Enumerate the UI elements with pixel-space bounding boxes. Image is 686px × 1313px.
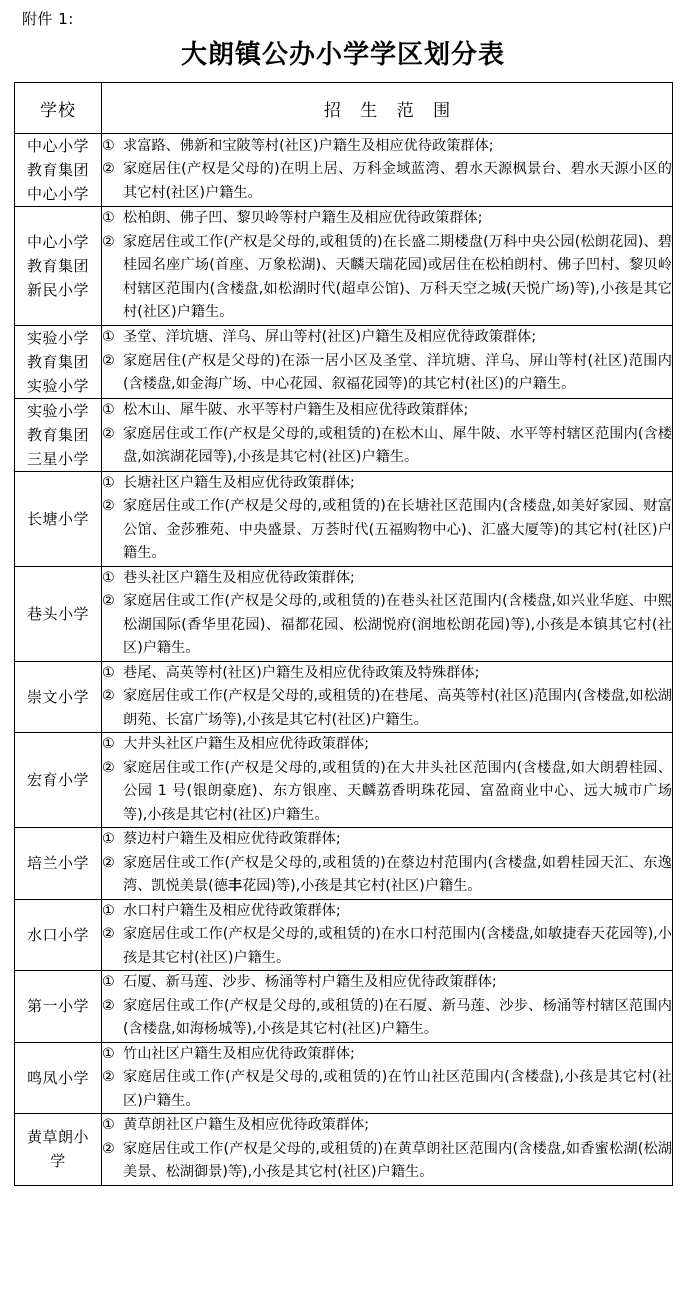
school-name-cell <box>15 828 102 900</box>
school-name-line: 长塘小学 <box>26 509 89 528</box>
scope-item-text: 巷头社区户籍生及相应优待政策群体; <box>123 569 355 586</box>
scope-item <box>102 995 672 1042</box>
scope-item-marker: ② <box>102 161 115 178</box>
table-row <box>15 471 673 566</box>
scope-item <box>102 971 672 995</box>
school-name-line: 中心小学 <box>26 137 89 155</box>
scope-item-marker: ② <box>102 759 115 776</box>
scope-item <box>102 900 672 924</box>
enrollment-scope-cell <box>102 566 673 661</box>
school-name-line: 宏育小学 <box>26 771 89 789</box>
enrollment-scope-cell <box>102 828 673 900</box>
scope-item <box>102 399 672 423</box>
school-name-cell <box>15 1114 102 1186</box>
school-name-cell <box>15 899 102 971</box>
scope-item-marker: ② <box>102 997 115 1014</box>
school-name-line: 教育集团 <box>26 256 89 275</box>
scope-item-text: 家庭居住或工作(产权是父母的,或租赁的)在蔡边村范围内(含楼盘,如碧桂园天汇、东逸湾、凯悦美景(德丰花园)等),小孩是其它村(社区)户籍生。 <box>123 854 672 894</box>
scope-item-marker: ① <box>102 974 115 990</box>
scope-item <box>102 135 672 159</box>
school-name-line: 教育集团 <box>26 161 89 179</box>
school-name-line: 培兰小学 <box>26 854 89 873</box>
scope-item <box>102 231 672 325</box>
school-name-line: 学 <box>50 1152 66 1171</box>
column-header-scope: 招 生 范 围 <box>102 83 673 134</box>
scope-item-marker: ① <box>102 831 115 847</box>
school-name-line: 教育集团 <box>26 352 89 371</box>
scope-item <box>102 207 672 231</box>
table-row <box>15 828 673 900</box>
page-title: 大朗镇公办小学学区划分表 <box>180 40 505 70</box>
school-name-cell <box>15 134 102 207</box>
scope-item-text: 家庭居住或工作(产权是父母的,或租赁的)在大井头社区范围内(含楼盘,如大朗碧桂园、公园 1 号(银朗豪庭)、东方银座、天麟荔香明珠花园、富盈商业中心、远大城市广场等),小孩是其它村(社区)户籍生。 <box>123 759 672 823</box>
scope-item <box>102 326 672 350</box>
school-name-cell <box>15 733 102 828</box>
scope-item-text: 家庭居住或工作(产权是父母的,或租赁的)在黄草朗社区范围内(含楼盘,如香蜜松湖(松湖美景、松湖御景)等),小孩是其它村(社区)户籍生。 <box>123 1140 672 1180</box>
school-name-line: 新民小学 <box>26 280 89 299</box>
enrollment-scope-cell <box>102 1114 673 1186</box>
scope-item <box>102 828 672 852</box>
scope-item <box>102 590 672 661</box>
scope-item-marker: ② <box>102 688 115 704</box>
enrollment-scope-cell <box>102 134 673 207</box>
scope-item-text: 家庭居住或工作(产权是父母的,或租赁的)在长盛二期楼盘(万科中央公园(松朗花园)、碧桂园名座广场(首座、万象松湖)、天麟天瑞花园)或居住在松柏朗村、佛子凹村、黎贝岭村辖区范围内(含楼盘,如松湖时代(超卓公馆)、万科天空之城(天悦广场)等),小孩是其它村(社区)户籍生。 <box>123 233 672 320</box>
scope-item-text: 家庭居住(产权是父母的)在添一居小区及圣堂、洋坑塘、洋乌、屏山等村(社区)范围内(含楼盘,如金海广场、中心花园、叙福花园等)的其它村(社区)的户籍生。 <box>123 352 672 393</box>
school-name-line: 三星小学 <box>26 449 89 468</box>
scope-item-marker: ② <box>102 854 115 871</box>
scope-item-text: 家庭居住或工作(产权是父母的,或租赁的)在巷尾、高英等村(社区)范围内(含楼盘,如松湖朗苑、长富广场等),小孩是其它村(社区)户籍生。 <box>123 688 672 728</box>
scope-item-text: 求富路、佛新和宝陂等村(社区)户籍生及相应优待政策群体; <box>123 137 494 154</box>
scope-item-marker: ① <box>102 210 115 226</box>
enrollment-scope-cell <box>102 325 673 398</box>
scope-item-text: 蔡边村户籍生及相应优待政策群体; <box>123 831 341 847</box>
school-name-line: 水口小学 <box>26 925 89 944</box>
school-name-line: 实验小学 <box>26 401 89 420</box>
scope-item-marker: ① <box>102 569 115 586</box>
scope-item-marker: ① <box>102 736 115 752</box>
table-row <box>15 325 673 398</box>
scope-item-text: 巷尾、高英等村(社区)户籍生及相应优待政策及特殊群体; <box>123 664 480 681</box>
enrollment-scope-cell <box>102 733 673 828</box>
school-name-line: 中心小学 <box>26 185 89 203</box>
scope-item <box>102 158 672 205</box>
scope-item-text: 圣堂、洋坑塘、洋乌、屏山等村(社区)户籍生及相应优待政策群体; <box>123 329 537 346</box>
scope-item-marker: ① <box>102 664 115 681</box>
scope-item-marker: ② <box>102 425 115 442</box>
scope-item <box>102 1114 672 1138</box>
school-name-line: 教育集团 <box>26 425 89 444</box>
scope-item-text: 家庭居住(产权是父母的)在明上居、万科金域蓝湾、碧水天源枫景台、碧水天源小区的其它村(社区)户籍生。 <box>123 161 672 201</box>
enrollment-scope-cell <box>102 471 673 566</box>
scope-item <box>102 495 672 566</box>
scope-item <box>102 685 672 732</box>
school-name-cell <box>15 1042 102 1114</box>
table-row <box>15 134 673 207</box>
school-name-cell <box>15 325 102 398</box>
scope-item <box>102 1043 672 1067</box>
table-row <box>15 661 673 733</box>
table-row <box>15 1042 673 1114</box>
school-zone-table <box>14 82 673 1186</box>
scope-item-marker: ② <box>102 498 115 514</box>
scope-item-text: 松柏朗、佛子凹、黎贝岭等村户籍生及相应优待政策群体; <box>123 210 483 226</box>
scope-item-text: 黄草朗社区户籍生及相应优待政策群体; <box>123 1117 369 1133</box>
scope-item-text: 家庭居住或工作(产权是父母的,或租赁的)在长塘社区范围内(含楼盘,如美好家园、财富公馆、金莎雅苑、中央盛景、万荟时代(五福购物中心)、汇盛大厦等)的其它村(社区)户籍生。 <box>123 498 672 561</box>
scope-item-text: 家庭居住或工作(产权是父母的,或租赁的)在巷头社区范围内(含楼盘,如兴业华庭、中熙松湖国际(香华里花园)、福都花园、松湖悦府(润地松朗花园)等),小孩是本镇其它村(社区)户籍生。 <box>123 593 672 656</box>
table-row <box>15 899 673 971</box>
scope-item <box>102 423 672 470</box>
scope-item <box>102 923 672 970</box>
attachment-label: 附件 1: <box>22 10 74 28</box>
scope-item-marker: ① <box>102 474 115 491</box>
scope-item <box>102 567 672 591</box>
table-row <box>15 566 673 661</box>
scope-item-marker: ② <box>102 593 115 609</box>
scope-item-marker: ① <box>102 1045 115 1062</box>
table-body <box>15 134 673 1186</box>
scope-item-text: 石厦、新马莲、沙步、杨涌等村户籍生及相应优待政策群体; <box>123 974 497 990</box>
scope-item <box>102 350 672 397</box>
scope-item <box>102 662 672 686</box>
school-name-line: 黄草朗小 <box>26 1128 89 1147</box>
scope-item-marker: ② <box>102 352 115 369</box>
scope-item-text: 家庭居住或工作(产权是父母的,或租赁的)在石厦、新马莲、沙步、杨涌等村辖区范围内(含楼盘,如海杨城等),小孩是其它村(社区)户籍生。 <box>123 997 672 1037</box>
scope-item <box>102 1066 672 1113</box>
scope-item-marker: ① <box>102 902 115 919</box>
school-name-line: 中心小学 <box>26 232 89 251</box>
enrollment-scope-cell <box>102 1042 673 1114</box>
scope-item <box>102 852 672 899</box>
enrollment-scope-cell <box>102 398 673 471</box>
table-row <box>15 207 673 326</box>
scope-item-text: 家庭居住或工作(产权是父母的,或租赁的)在水口村范围内(含楼盘,如敏捷春天花园等),小孩是其它村(社区)户籍生。 <box>123 926 672 966</box>
scope-item <box>102 733 672 757</box>
scope-item-marker: ① <box>102 402 115 419</box>
school-name-cell <box>15 661 102 733</box>
school-name-line: 实验小学 <box>26 376 89 395</box>
scope-item <box>102 757 672 828</box>
scope-item-text: 水口村户籍生及相应优待政策群体; <box>123 902 341 919</box>
table-row <box>15 733 673 828</box>
table-row <box>15 971 673 1043</box>
scope-item-marker: ② <box>102 1140 115 1157</box>
scope-item-marker: ① <box>102 329 115 346</box>
school-name-line: 第一小学 <box>26 997 89 1016</box>
column-header-school: 学校 <box>15 83 102 134</box>
scope-item-marker: ① <box>102 1117 115 1133</box>
school-name-line: 鸣凤小学 <box>26 1068 89 1087</box>
scope-item <box>102 472 672 496</box>
enrollment-scope-cell <box>102 971 673 1043</box>
table-header-row <box>15 83 673 134</box>
school-name-line: 崇文小学 <box>26 687 89 706</box>
table-row <box>15 1114 673 1186</box>
scope-item-text: 长塘社区户籍生及相应优待政策群体; <box>123 474 355 491</box>
scope-item-marker: ① <box>102 137 115 154</box>
enrollment-scope-cell <box>102 899 673 971</box>
scope-item-text: 竹山社区户籍生及相应优待政策群体; <box>123 1045 355 1062</box>
school-name-line: 巷头小学 <box>26 604 89 623</box>
school-name-cell <box>15 566 102 661</box>
table-row <box>15 398 673 471</box>
scope-item-text: 大井头社区户籍生及相应优待政策群体; <box>123 736 369 752</box>
table-header <box>15 83 673 134</box>
scope-item-text: 松木山、犀牛陂、水平等村户籍生及相应优待政策群体; <box>123 402 469 419</box>
scope-item <box>102 1138 672 1185</box>
enrollment-scope-cell <box>102 661 673 733</box>
scope-item-text: 家庭居住或工作(产权是父母的,或租赁的)在竹山社区范围内(含楼盘),小孩是其它村(社区)户籍生。 <box>123 1069 672 1109</box>
school-name-line: 实验小学 <box>26 328 89 347</box>
school-name-cell <box>15 471 102 566</box>
scope-item-marker: ② <box>102 1069 115 1085</box>
school-name-cell <box>15 398 102 471</box>
school-name-cell <box>15 207 102 326</box>
scope-item-text: 家庭居住或工作(产权是父母的,或租赁的)在松木山、犀牛陂、水平等村辖区范围内(含楼盘,如滨湖花园等),小孩是其它村(社区)户籍生。 <box>123 425 672 466</box>
school-name-cell <box>15 971 102 1043</box>
scope-item-marker: ② <box>102 926 115 942</box>
enrollment-scope-cell <box>102 207 673 326</box>
scope-item-marker: ② <box>102 233 115 250</box>
